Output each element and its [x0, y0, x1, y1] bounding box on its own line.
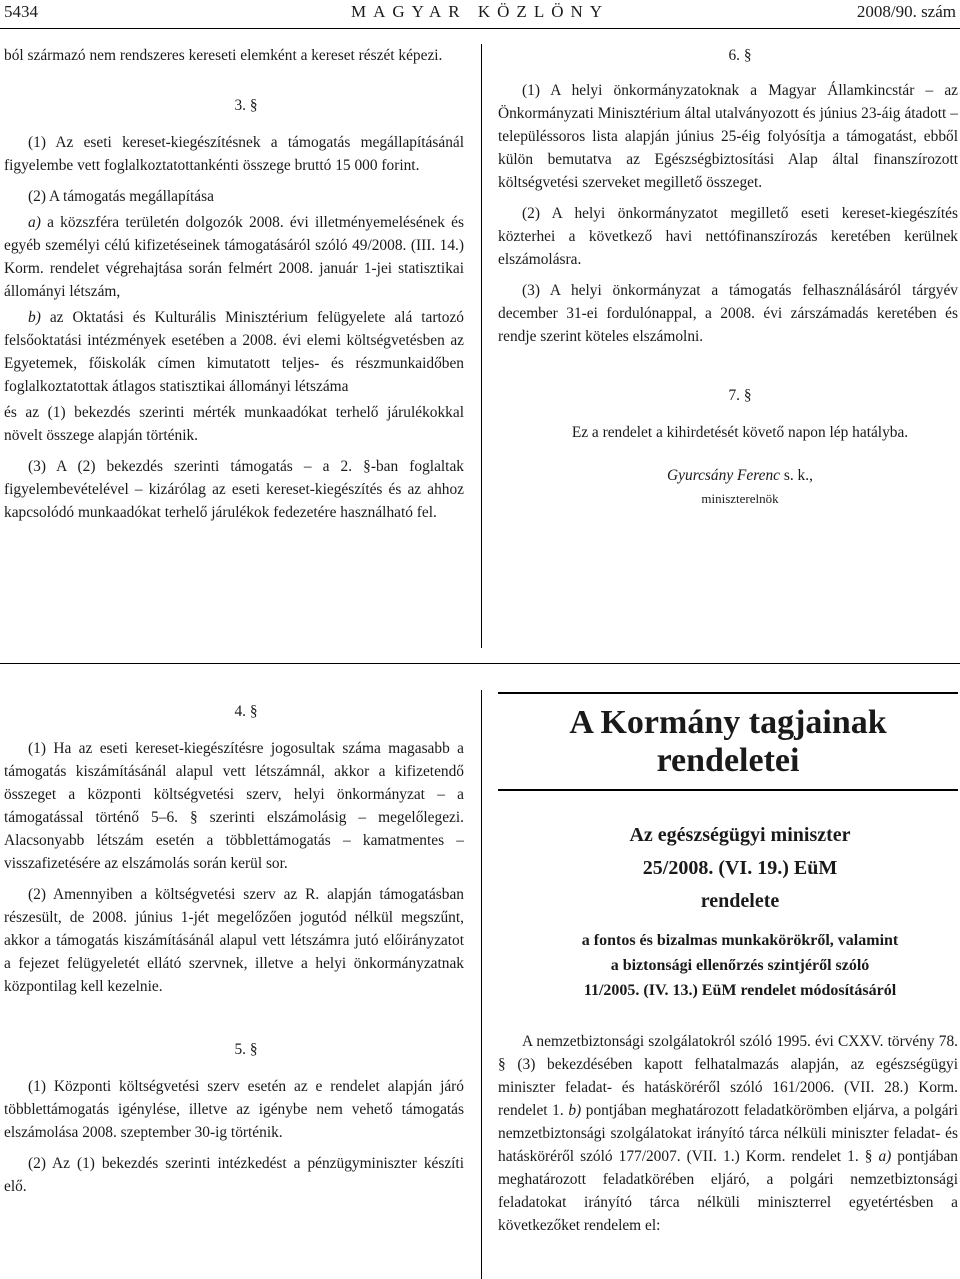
section-3-item-a — [4, 211, 464, 303]
journal-title: MAGYAR KÖZLÖNY — [350, 2, 610, 21]
section-7-para: Ez a rendelet a kihirdetését követő napon lép hatályba. — [571, 424, 909, 441]
item-b-text: az Oktatási és Kulturális Minisztérium felügyelete alá tartozó felsőoktatási intézmények esetében a 2008. évi elemi költségvetésben az Egyetemek, főiskolák címen kimutatott teljes- és részmunkaidőben foglalkoztatottak átlagos statisztikai állományi létszáma — [4, 309, 464, 395]
column-divider-top — [481, 44, 482, 648]
section-4-para-2: (2) Amennyiben a költségvetési szerv az R. alapján támogatásban részesült, de 2008. június 1-jét megelőzően jogutód nélkül megszűnt, akkor a támogatás kiszámításánál alapul vett létszámra jutó előirányzatot a fejezet felügyeletét ellátó szervnek, illetve a helyi önkormányzatnak központilag kell kezelnie. — [4, 886, 464, 995]
section-3-item-b — [4, 306, 464, 398]
chapter-title-line-1: A Kormány tagjainak — [569, 704, 887, 741]
decree-subject — [498, 930, 958, 1002]
decree-heading-line-2: 25/2008. (VI. 19.) EüM — [642, 857, 838, 879]
issue-number: 2008/90. szám — [856, 2, 956, 21]
section-6-title: 6. § — [728, 47, 752, 64]
item-b-label: b) — [28, 309, 41, 326]
signature — [498, 464, 958, 487]
section-5-title: 5. § — [234, 1041, 258, 1058]
section-3-para-3: (3) A (2) bekezdés szerinti támogatás – a 2. §-ban foglaltak figyelembevételével – kizárólag az eseti kereset-kiegészítés és az ahhoz kapcsolódó munkaadókat terhelő járulékok fedezetére használható fel. — [4, 458, 464, 521]
decree-subject-line-2: a biztonsági ellenőrzés szintjéről szóló — [610, 957, 870, 974]
section-3-para-2: (2) A támogatás megállapítása — [28, 188, 214, 205]
decree-preamble — [498, 1030, 958, 1237]
right-column-bottom — [498, 820, 958, 1240]
section-6-para-3: (3) A helyi önkormányzat a támogatás felhasználásáról tárgyév december 31-ei fordulónappal, a 2008. évi zárszámadás keretében és rendje szerint köteles elszámolni. — [498, 282, 958, 345]
signer-name: Gyurcsány Ferenc — [667, 467, 781, 484]
decree-heading-line-3: rendelete — [700, 890, 780, 912]
section-4-para-1: (1) Ha az eseti kereset-kiegészítésre jogosultak száma magasabb a támogatás kiszámításánál alapul vett létszámnál, akkor a kifizetendő összeget a központi költségvetési szerv, helyi önkormányzat – a támogatással történő 5–6. § szerinti elszámolásig – megelőlegezi. Alacsonyabb létszám esetén a többlettámogatás – kamatmentes – visszafizetésére az elszámolás során kerül sor. — [4, 740, 464, 872]
section-divider — [0, 663, 960, 664]
section-3-and-clause: és az (1) bekezdés szerinti mérték munkaadókat terhelő járulékokkal növelt összege alapján történik. — [4, 404, 464, 444]
continuation-text: ból származó nem rendszeres kereseti elemként a kereset részét képezi. — [4, 47, 443, 64]
decree-subject-line-3: 11/2005. (IV. 13.) EüM rendelet módosításáról — [583, 982, 897, 999]
decree-subject-line-1: a fontos és bizalmas munkakörökről, valamint — [581, 932, 899, 949]
decree-heading — [498, 820, 958, 916]
preamble-part-3: pontjában meghatározott feladatkörében eljáró, a polgári nemzetbiztonsági feladatokat irányító tárca nélküli miniszterrel egyetértésben a következőket rendelem el: — [498, 1148, 958, 1234]
preamble-part-1: A nemzetbiztonsági szolgálatokról szóló 1995. évi CXXV. törvény 78. § (3) bekezdésében kapott felhatalmazás alapján, az egészségügyi miniszter feladat- és hatásköréről szóló 161/2006. (VII. 28.) Korm. rendelet 1. — [498, 1033, 958, 1119]
signer-role: miniszterelnök — [701, 491, 779, 506]
chapter-title-box — [498, 692, 958, 791]
preamble-b-label: b) — [568, 1102, 582, 1119]
page-header — [0, 0, 960, 29]
left-column-top — [4, 44, 464, 527]
section-4-title: 4. § — [234, 703, 258, 720]
section-3-para-1: (1) Az eseti kereset-kiegészítésnek a támogatás megállapításánál figyelembe vett foglalkoztatottankénti összege bruttó 15 000 forint. — [4, 134, 464, 174]
item-a-text: a közszféra területén dolgozók 2008. évi illetményemelésének és egyéb személyi célú kifizetéseinek támogatásáról szóló 49/2008. (III. 14.) Korm. rendelet végrehajtása során felmért 2008. január 1-jei statisztikai állományi létszám, — [4, 214, 464, 300]
section-3-title: 3. § — [234, 97, 258, 114]
signer-suffix: s. k., — [780, 467, 813, 484]
left-column-bottom — [4, 700, 464, 1201]
page-number: 5434 — [4, 2, 38, 21]
section-5-para-1: (1) Központi költségvetési szerv esetén az e rendelet alapján járó többlettámogatás igénylése, illetve az igénybe nem vehető támogatás elszámolása 2008. szeptember 30-ig történik. — [4, 1078, 464, 1141]
chapter-title-line-2: rendeletei — [656, 742, 800, 779]
section-7-title: 7. § — [728, 387, 752, 404]
section-6-para-2: (2) A helyi önkormányzatot megillető eseti kereset-kiegészítés közterhei a következő havi nettófinanszírozás keretében kerülnek elszámolásra. — [498, 205, 958, 268]
preamble-part-2: pontjában meghatározott feladatkörömben eljárva, a polgári nemzetbiztonsági szolgálatokat irányító tárca nélküli miniszter feladat- és hatásköréről szóló 177/2007. (VII. 1.) Korm. rendelet 1. § — [498, 1102, 958, 1165]
item-a-label: a) — [28, 214, 41, 231]
section-5-para-2: (2) Az (1) bekezdés szerinti intézkedést a pénzügyminiszter készíti elő. — [4, 1155, 464, 1195]
right-column-top — [498, 44, 958, 511]
column-divider-bottom — [481, 690, 482, 1279]
decree-heading-line-1: Az egészségügyi miniszter — [629, 824, 851, 846]
preamble-a-label: a) — [878, 1148, 892, 1165]
section-6-para-1: (1) A helyi önkormányzatoknak a Magyar Államkincstár – az Önkormányzati Minisztérium által utalványozott és június 23-áig átadott – településsoros lista alapján június 25-éig folyósítja a támogatást, ebből külön bemutatva az Egészségbiztosítási Alap által finanszírozott költségvetési szerveket megillető összeget. — [498, 82, 958, 191]
